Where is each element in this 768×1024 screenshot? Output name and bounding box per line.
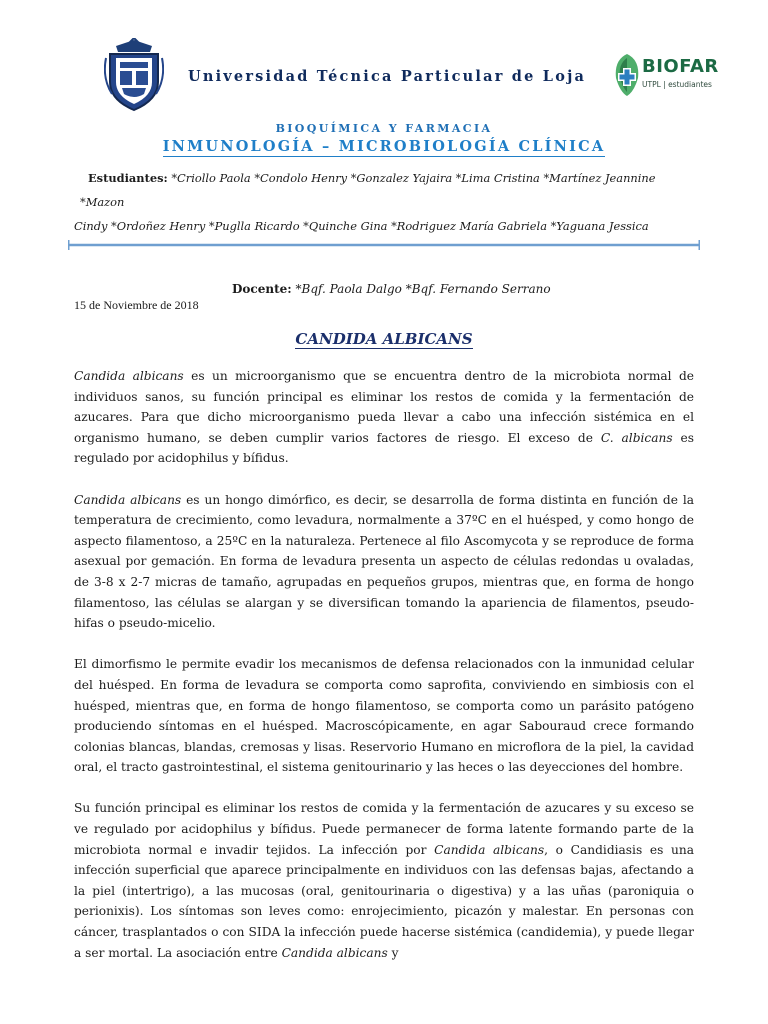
italic-term: Candida albicans [74,492,182,507]
biofar-logo [612,52,762,102]
paragraph-text: es regulado por acidophilus y bífidus. [74,430,694,466]
italic-term: C. albicans [600,430,673,445]
university-crest-logo [104,38,164,112]
paragraph [74,654,694,778]
students-label: Estudiantes: [88,171,168,185]
page-header [104,38,768,118]
docente-label: Docente: [232,282,292,296]
document-body [74,366,694,984]
paragraph [74,490,694,634]
course-heading [0,138,768,155]
students-line-1: *Criollo Paola *Condolo Henry *Gonzalez Yajaira *Lima Cristina *Martínez Jeannine *Mazon [80,171,656,209]
document-date: 15 de Noviembre de 2018 [74,298,199,312]
students-block [74,166,692,238]
biofar-cross-icon [612,52,642,98]
document-title-text: CANDIDA ALBICANS [295,330,473,348]
document-title [0,330,768,348]
italic-term: Candida albicans [281,945,388,960]
paragraph-text: , o Candidiasis es una infección superficial que aparece principalmente en individuos con las defensas bajas, afectando a la piel (intertrigo), a las mucosas (oral, genitourinaria o digestiva) y a las uñas (paroniquia o perionixis). Los síntomas son leves como: enrojecimiento, picazón y malestar. En personas con cáncer, trasplantados o con SIDA la infección puede hacerse sistémica (candidemia), y puede llegar a ser mortal. La asociación entre [74,842,695,960]
italic-term: Candida albicans [434,842,545,857]
biofar-logo-text: BIOFAR [642,56,719,77]
course-heading-text: INMUNOLOGÍA – MICROBIOLOGÍA CLÍNICA [162,138,606,155]
header-divider [68,240,700,250]
paragraph [74,798,694,963]
italic-term: Candida albicans [74,369,184,383]
docente-line [232,282,551,296]
career-heading: BIOQUÍMICA Y FARMACIA [275,122,493,135]
paragraph-text: Su función principal es eliminar los restos de comida y la fermentación de azucares y su exceso se ve regulado por acidophilus y bífidus. Puede permanecer de forma latente formando parte de la microbiota normal e invadir tejidos. La infección por [74,801,694,857]
paragraph-text: y [387,945,399,960]
paragraph-text: es un hongo dimórfico, es decir, se desarrolla de forma distinta en función de la temperatura de crecimiento, como levadura, normalmente a 37ºC en el huésped, y como hongo de aspecto filamentoso, a 25ºC en la naturaleza. Pertenece al filo Ascomycota y se reproduce de forma asexual por gemación. En forma de levadura presenta un aspecto de células redondas u ovaladas, de 3-8 x 2-7 micras de tamaño, agrupadas en pequeños grupos, mientras que, en forma de hongo filamentoso, las células se alargan y se diversifican tomando la apariencia de filamentos, pseudo-hifas o pseudo-micelio. [74,492,694,631]
biofar-logo-subtitle: UTPL | estudiantes [642,80,712,89]
docente-names: *Bqf. Paola Dalgo *Bqf. Fernando Serrano [291,282,551,296]
paragraph [74,366,694,469]
paragraph-text: El dimorfismo le permite evadir los mecanismos de defensa relacionados con la inmunidad celular del huésped. En forma de levadura se comporta como saprofita, conviviendo en simbiosis con el huésped, mientras que, en forma de hongo filamentoso, se comporta como un parásito patógeno produciendo síntomas en el huésped. Macroscópicamente, en agar Sabouraud crece formando colonias blancas, blandas, cremosas y lisas. Reservorio Humano en microflora de la piel, la cavidad oral, el tracto gastrointestinal, el sistema genitourinario y las heces o las deyecciones del hombre. [74,657,694,775]
paragraph-text: es un microorganismo que se encuentra dentro de la microbiota normal de individuos sanos, su función principal es eliminar los restos de comida y la fermentación de azucares. Para que dicho microorganismo pueda llevar a cabo una infección sistémica en el organismo humano, se deben cumplir varios factores de riesgo. El exceso de [74,369,694,445]
university-name: Universidad Técnica Particular de Loja [188,68,587,85]
students-line-2: Cindy *Ordoñez Henry *Puglla Ricardo *Quinche Gina *Rodriguez María Gabriela *Yaguana Jessica [74,219,649,233]
